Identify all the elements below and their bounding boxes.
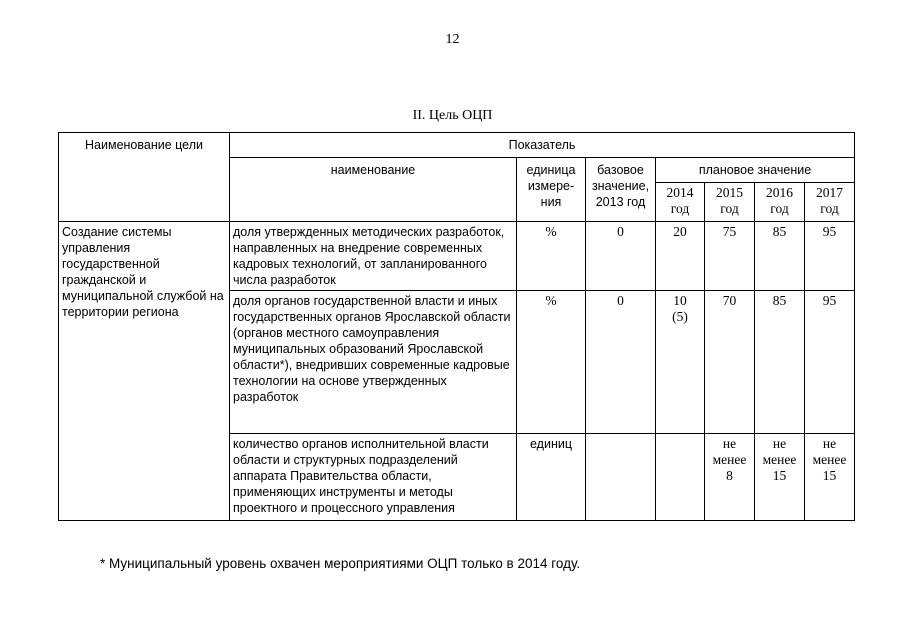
table-row bbox=[59, 222, 855, 291]
header-base-value: базовое значение, 2013 год bbox=[586, 158, 656, 222]
goal-table bbox=[58, 132, 855, 521]
indicator-2014: 20 bbox=[656, 222, 705, 291]
header-year-2016: 2016 год bbox=[755, 183, 805, 222]
indicator-2014 bbox=[656, 434, 705, 521]
header-indicator: Показатель bbox=[230, 133, 855, 158]
indicator-2017: не менее 15 bbox=[805, 434, 855, 521]
goal-cell: Создание системы управления государственной гражданской и муниципальной службой на территории региона bbox=[59, 222, 230, 521]
indicator-name: доля утвержденных методических разработок, направленных на внедрение современных кадровых технологий, от запланированного числа разработок bbox=[230, 222, 517, 291]
indicator-2015: не менее 8 bbox=[705, 434, 755, 521]
header-year-2014: 2014 год bbox=[656, 183, 705, 222]
indicator-2017: 95 bbox=[805, 291, 855, 434]
header-year-2015: 2015 год bbox=[705, 183, 755, 222]
indicator-2016: 85 bbox=[755, 291, 805, 434]
indicator-unit: % bbox=[517, 291, 586, 434]
indicator-2015: 75 bbox=[705, 222, 755, 291]
indicator-base: 0 bbox=[586, 222, 656, 291]
section-title: II. Цель ОЦП bbox=[412, 108, 493, 123]
indicator-2017: 95 bbox=[805, 222, 855, 291]
indicator-base: 0 bbox=[586, 291, 656, 434]
header-row-1 bbox=[59, 133, 855, 158]
indicator-unit: % bbox=[517, 222, 586, 291]
indicator-2015: 70 bbox=[705, 291, 755, 434]
header-unit: единица измере-ния bbox=[517, 158, 586, 222]
header-year-2017: 2017 год bbox=[805, 183, 855, 222]
header-planned-value: плановое значение bbox=[656, 158, 855, 183]
indicator-2016: не менее 15 bbox=[755, 434, 805, 521]
indicator-base bbox=[586, 434, 656, 521]
indicator-2016: 85 bbox=[755, 222, 805, 291]
indicator-2014: 10 (5) bbox=[656, 291, 705, 434]
indicator-name: доля органов государственной власти и иных государственных органов Ярославской области (органов местного самоуправления муниципальных образований Ярославской области*), внедривших современные кадровые технологии на основе утвержденных разработок bbox=[230, 291, 517, 434]
footnote: * Муниципальный уровень охвачен мероприятиями ОЦП только в 2014 году. bbox=[100, 556, 581, 571]
header-goal-name: Наименование цели bbox=[59, 133, 230, 222]
indicator-name: количество органов исполнительной власти области и структурных подразделений аппарата Правительства области, применяющих инструменты и методы проектного и процессного управления bbox=[230, 434, 517, 521]
header-name: наименование bbox=[230, 158, 517, 222]
indicator-unit: единиц bbox=[517, 434, 586, 521]
page-number: 12 bbox=[445, 32, 460, 47]
